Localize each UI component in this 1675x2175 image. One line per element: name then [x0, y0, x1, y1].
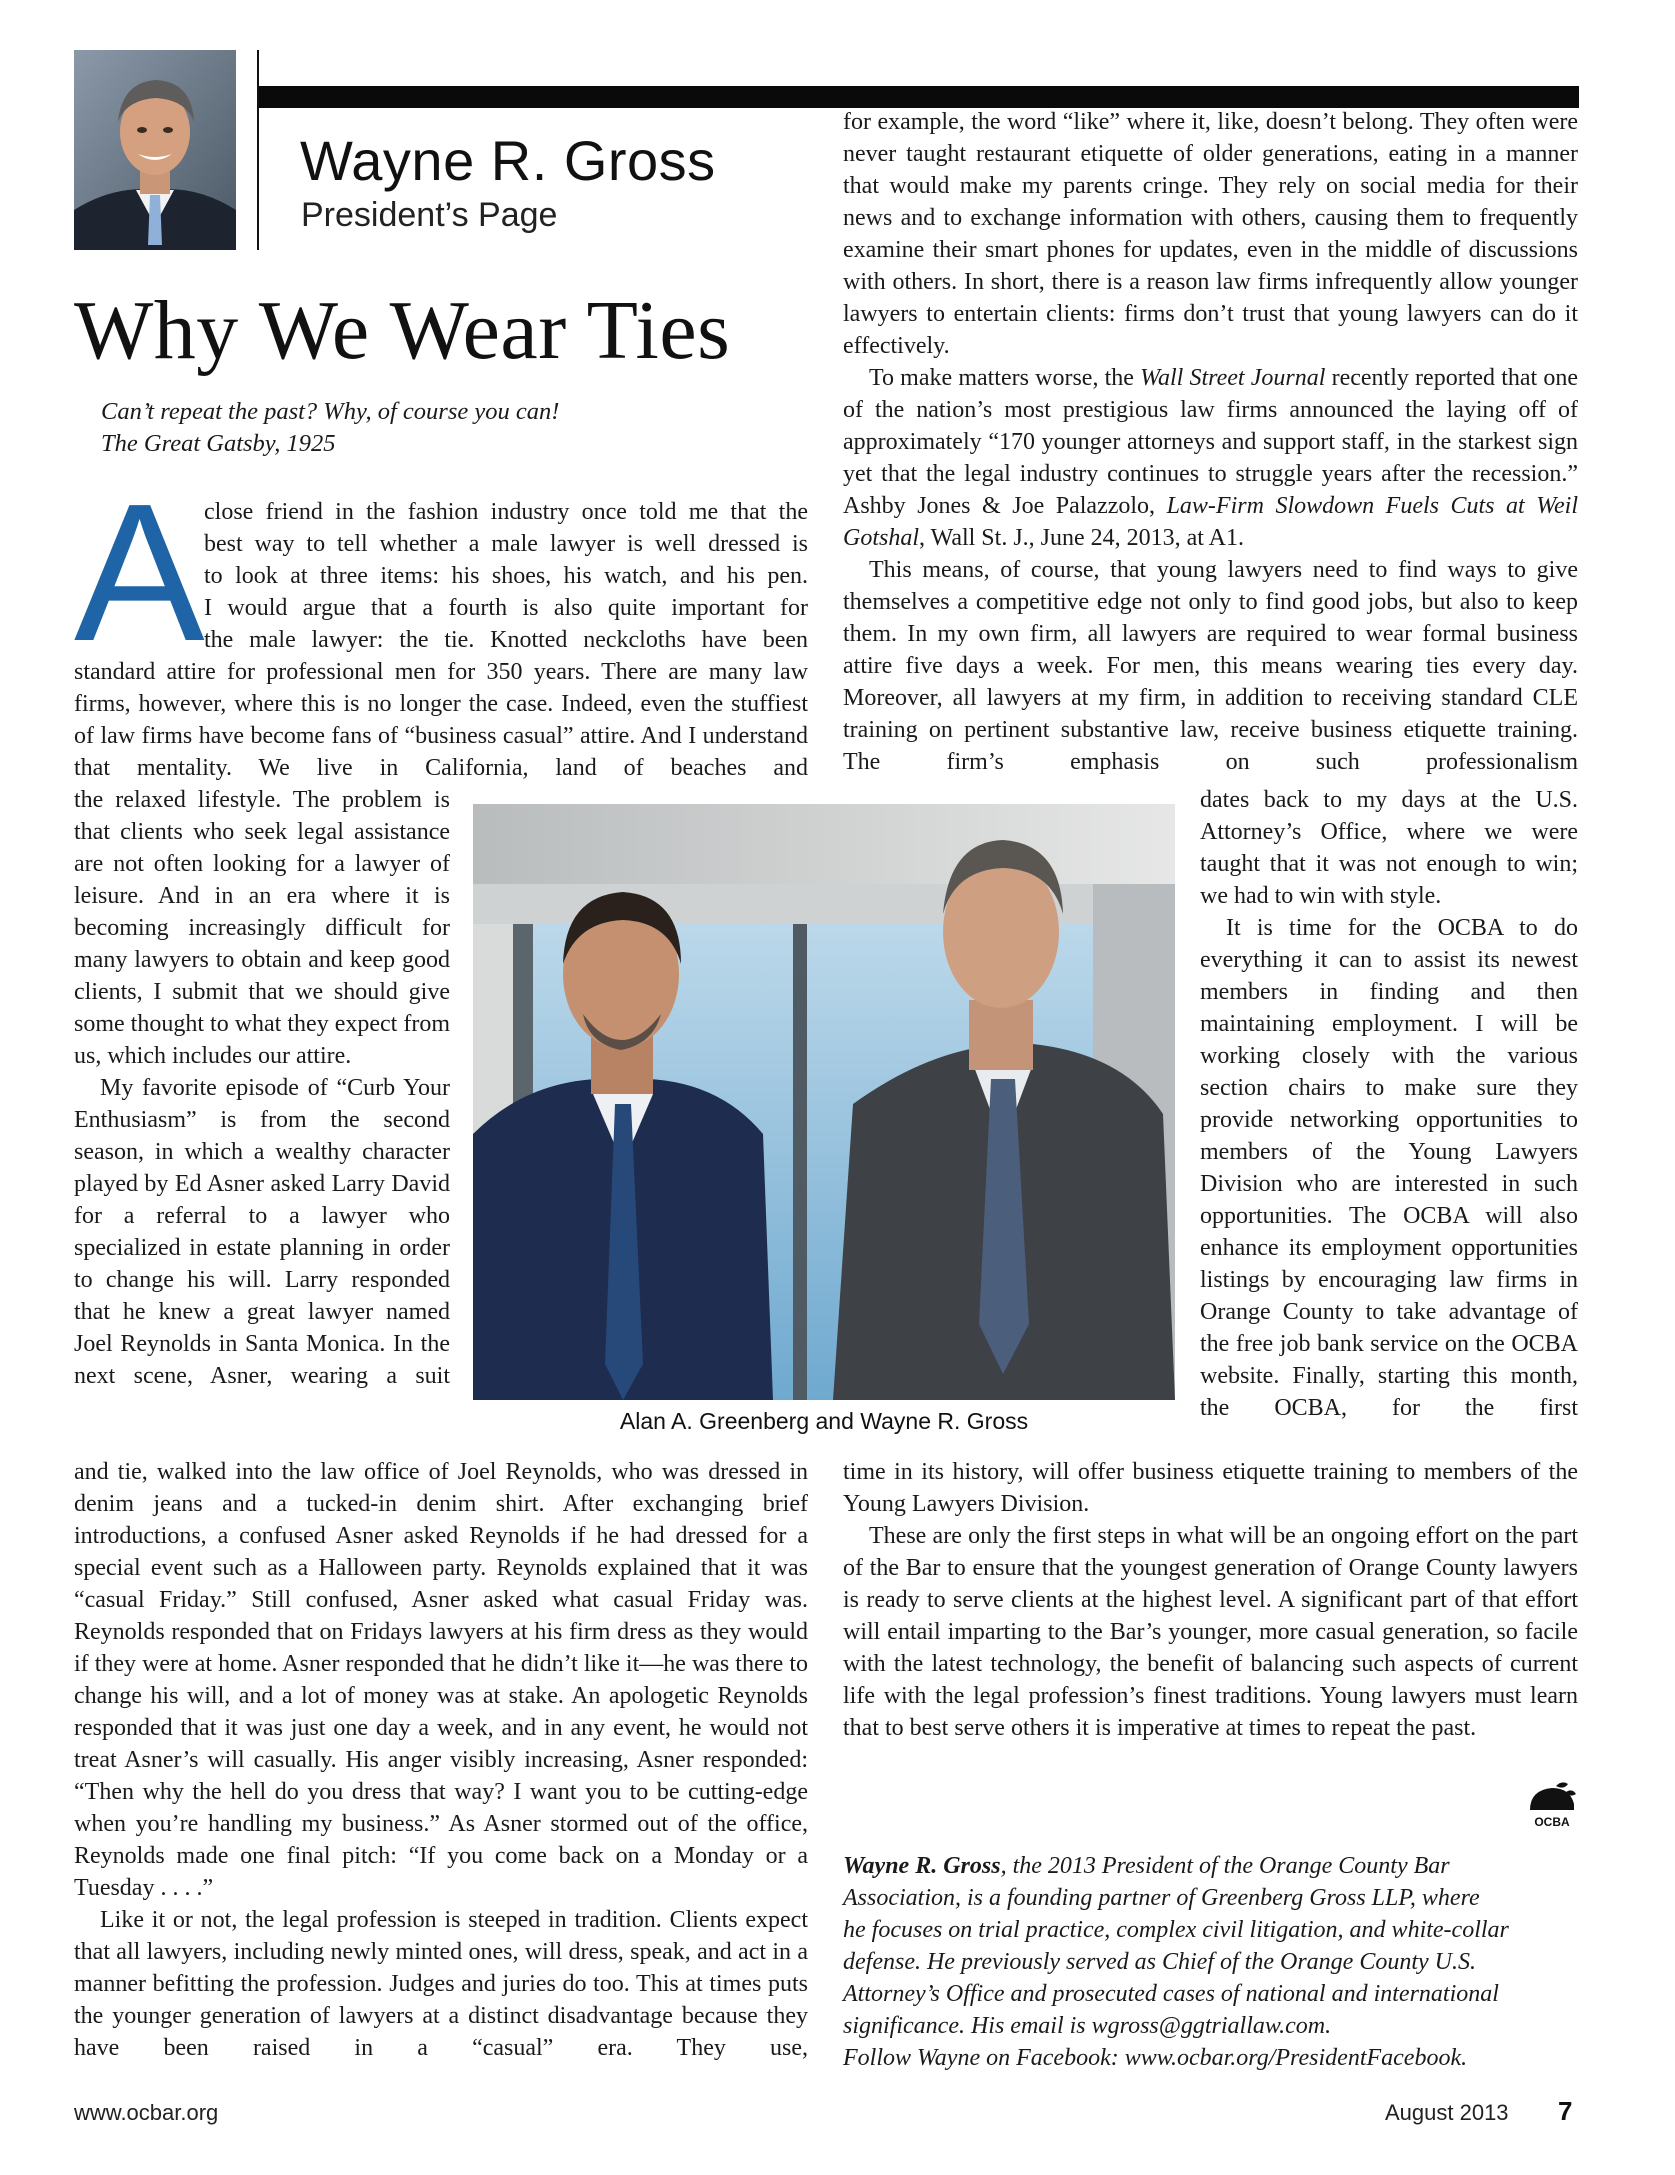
paragraph: and tie, walked into the law office of Joel Reynolds, who was dressed in denim jeans and a tucked-in denim shirt. After exchanging brief introductions, a confused Asner asked Reynolds if he had dressed for a special event such as a Halloween party. Reynolds explained that it was “casual Friday.” Still confused, Asner asked what casual Friday was. Reynolds responded that on Fridays lawyers at his firm dress as they would if they were at home. Asner responded that he didn’t like it—he was there to change his will, and a lot of money was at stake. An apologetic Reynolds responded that it was just one day a week, and in any event, he would not treat Asner’s will casually. His anger visibly increasing, Asner responded: “Then why the hell do you dress that way? I want you to be cutting-edge when you’re handling my business.” As Asner stormed out of the office, Reynolds made one final pitch: “If you come back on a Monday or a Tuesday . . . .” — [74, 1459, 808, 1901]
bio-line: Association, is a founding partner of Greenberg Gross LLP, where — [843, 1885, 1480, 1911]
footer-website: www.ocbar.org — [74, 2100, 219, 2125]
intro-line: the male lawyer: the tie. Knotted neckcloths have been — [204, 627, 808, 653]
header-divider — [257, 50, 259, 250]
publication-name: Wall Street Journal — [1140, 365, 1326, 391]
intro-continued — [74, 656, 808, 784]
paragraph: for example, the word “like” where it, like, doesn’t belong. They often were never taught restaurant etiquette of older generations, eating in a manner that would make my parents cringe. They rely on social media for their news and to exchange information with others, causing them to frequently examine their smart phones for updates, even in the middle of discussions with others. In short, there is a reason law firms infrequently allow younger lawyers to entertain clients: firms don’t trust that young lawyers can do it effectively. — [843, 109, 1578, 359]
bio-line: Follow Wayne on Facebook: www.ocbar.org/PresidentFacebook. — [843, 2045, 1468, 2071]
drop-cap: A — [74, 463, 205, 682]
bio-line: defense. He previously served as Chief of the Orange County U.S. — [843, 1949, 1476, 1975]
author-headshot — [74, 50, 236, 250]
intro-line: to look at three items: his shoes, his watch, and his pen. — [204, 563, 808, 589]
feature-photo — [473, 804, 1175, 1400]
column1-bottom — [74, 1456, 808, 2064]
bio-line: significance. His email is wgross@ggtriallaw.com. — [843, 2013, 1332, 2039]
section-label: President’s Page — [301, 196, 558, 234]
epigraph-quote: Can’t repeat the past? Why, of course you can! — [101, 398, 560, 425]
bio-line: Attorney’s Office and prosecuted cases of national and international — [843, 1981, 1499, 2007]
bio-line — [843, 1850, 1543, 1882]
intro-line: I would argue that a fourth is also quite important for — [204, 595, 808, 621]
header-rule — [259, 86, 1579, 108]
paragraph: dates back to my days at the U.S. Attorney’s Office, where we were taught that it was not enough to win; we had to win with style. — [1200, 787, 1578, 909]
column2-narrow — [1200, 784, 1578, 1424]
paragraph — [843, 362, 1578, 554]
column2-top — [843, 106, 1578, 778]
article-title: Why We Wear Ties — [74, 284, 731, 377]
paragraph: This means, of course, that young lawyers need to find ways to give themselves a competitive edge not only to find good jobs, but also to keep them. In my own firm, all lawyers are required to wear formal business attire five days a week. For men, this means wearing ties every day. Moreover, all lawyers at my firm, in addition to receiving standard CLE training on pertinent substantive law, receive business etiquette training. The firm’s emphasis on such professionalism — [843, 557, 1578, 775]
paragraph: the relaxed lifestyle. The problem is that clients who seek legal assistance are not often looking for a lawyer of leisure. And in an era where it is becoming increasingly difficult for many lawyers to obtain and keep good clients, I submit that we should give some thought to what they expect from us, which includes our attire. — [74, 787, 450, 1069]
logo-text: OCBA — [1534, 1815, 1570, 1829]
ocba-logo — [1526, 1780, 1578, 1832]
epigraph — [101, 396, 559, 460]
column1-narrow — [74, 784, 450, 1392]
text-run: recently reported that one of the nation’s most prestigious law firms announced the laying off of approximately “170 younger attorneys and support staff, in the starkest sign yet that the legal industry continues to struggle years after the recession.” Ashby Jones & Joe Palazzolo, — [843, 365, 1579, 519]
bio-author-name: Wayne R. Gross — [843, 1853, 1001, 1879]
intro-line: best way to tell whether a male lawyer is well dressed is — [204, 531, 808, 557]
footer-date: August 2013 — [1385, 2100, 1509, 2125]
intro-line: close friend in the fashion industry once told me that the — [204, 499, 808, 525]
page-number: 7 — [1558, 2096, 1573, 2126]
text-run: To make matters worse, the — [869, 365, 1141, 391]
paragraph: These are only the first steps in what will be an ongoing effort on the part of the Bar to ensure that the youngest generation of Orange County lawyers is ready to serve clients at the highest level. A significant part of that effort will entail imparting to the Bar’s younger, more casual generation, so facile with the latest technology, the benefit of balancing such aspects of current life with the legal profession’s finest traditions. Young lawyers must learn that to best serve others it is imperative at times to repeat the past. — [843, 1523, 1578, 1741]
author-bio — [843, 1850, 1543, 2074]
bio-line: he focuses on trial practice, complex civil litigation, and white-collar — [843, 1917, 1509, 1943]
bio-line-rest: , the 2013 President of the Orange County Bar — [1000, 1853, 1450, 1879]
text-run: , Wall St. J., June 24, 2013, at A1. — [919, 525, 1244, 551]
paragraph: It is time for the OCBA to do everything it can to assist its newest members in finding and then maintaining employment. I will be working closely with the various section chairs to make sure they provide networking opportunities to members of the Young Lawyers Division who are interested in such opportunities. The OCBA will also enhance its employment opportunities listings by encouraging law firms in Orange County to take advantage of the free job bank service on the OCBA website. Finally, starting this month, the OCBA, for the first — [1200, 915, 1578, 1421]
citation-title: Law-Firm Slowdown Fuels Cuts at Weil Gotshal — [843, 493, 1579, 551]
paragraph: time in its history, will offer business etiquette training to members of the Young Lawyers Division. — [843, 1459, 1578, 1517]
intro-wrapped-lines — [204, 496, 808, 656]
author-name: Wayne R. Gross — [300, 129, 716, 192]
photo-caption: Alan A. Greenberg and Wayne R. Gross — [619, 1408, 1029, 1434]
epigraph-source: The Great Gatsby, 1925 — [101, 430, 336, 457]
column2-bottom — [843, 1456, 1578, 1744]
paragraph: My favorite episode of “Curb Your Enthusiasm” is from the second season, in which a wealthy character played by Ed Asner asked Larry David for a referral to a lawyer who specialized in estate planning in order to change his will. Larry responded that he knew a great lawyer named Joel Reynolds in Santa Monica. In the next scene, Asner, wearing a suit — [74, 1075, 450, 1389]
paragraph: Like it or not, the legal profession is steeped in tradition. Clients expect that all lawyers, including newly minted ones, will dress, speak, and act in a manner befitting the profession. Judges and juries do too. This at times puts the younger generation of lawyers at a distinct disadvantage because they have been raised in a “casual” era. They use, — [74, 1907, 808, 2061]
paragraph: standard attire for professional men for 350 years. There are many law firms, however, where this is no longer the case. Indeed, even the stuffiest of law firms have become fans of “business casual” attire. And I understand that mentality. We live in California, land of beaches and — [74, 659, 808, 781]
